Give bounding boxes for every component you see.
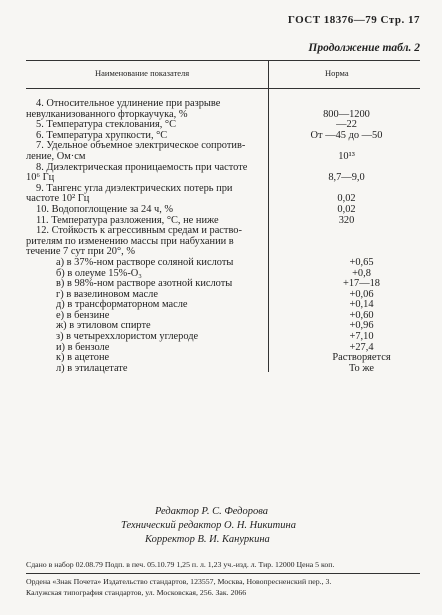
page-header: ГОСТ 18376—79 Стр. 17: [287, 14, 420, 26]
row-indicator-name: в) в 98%-ном растворе азотной кислоты: [56, 278, 233, 290]
row-indicator-name: е) в бензине: [56, 309, 110, 321]
table-row: [26, 258, 422, 269]
row-norm-value: +17—18: [342, 278, 381, 290]
row-norm-value: +7,10: [349, 331, 374, 343]
row-norm-value: [271, 237, 422, 248]
row-norm-value: 800—1200: [323, 108, 370, 120]
column-header-value: Норма: [325, 68, 349, 78]
row-indicator-name: д) в трансформаторном масле: [56, 299, 188, 311]
row-norm-value: 8,7—9,0: [328, 172, 365, 184]
row-norm-value: 320: [338, 214, 355, 226]
imprint-line-1: Сдано в набор 02.08.79 Подп. в печ. 05.10.79 1,25 п. л. 1,23 уч.-изд. л. Тир. 12000 Цена 5 коп.: [26, 560, 335, 569]
row-indicator-name: частоте 10² Гц: [26, 193, 90, 205]
row-norm-value: [271, 226, 422, 237]
row-norm-value: +0,06: [349, 288, 374, 300]
row-indicator-name: ж) в этиловом спирте: [56, 320, 151, 332]
row-norm-value: [271, 99, 422, 110]
row-norm-value: +0,65: [349, 256, 374, 268]
corrector-credit: Корректор В. И. Кануркина: [145, 534, 270, 545]
row-indicator-name: 10. Водопоглощение за 24 ч, %: [36, 203, 174, 215]
row-norm-value: +27,4: [349, 341, 374, 353]
row-indicator-name: л) в этилацетате: [56, 362, 128, 374]
row-indicator-name: 9. Тангенс угла диэлектрических потерь при: [36, 182, 233, 194]
row-norm-value: То же: [348, 362, 374, 374]
row-indicator-name: 12. Стойкость к агрессивным средам и раство-: [36, 225, 242, 237]
row-norm-value: 10¹³: [338, 150, 355, 162]
table-row: [26, 364, 422, 375]
imprint-line-3: Калужская типография стандартов, ул. Московская, 256. Зак. 2066: [26, 588, 247, 597]
table-top-rule: [26, 60, 420, 61]
row-indicator-name: невулканизованного фторкаучука, %: [26, 108, 188, 120]
row-norm-value: +0,60: [349, 309, 374, 321]
row-norm-value: 0,02: [337, 193, 356, 205]
row-indicator-name: и) в бензоле: [56, 341, 110, 353]
row-indicator-name: з) в четыреххлористом углероде: [56, 331, 199, 343]
editor-credit: Редактор Р. С. Федорова: [155, 506, 268, 517]
table-body: [26, 99, 422, 374]
row-indicator-name: к) в ацетоне: [56, 352, 110, 364]
column-header-name: Наименование показателя: [95, 68, 190, 78]
row-indicator-name: 5. Температура стеклования, °С: [36, 119, 176, 131]
table-row: [26, 99, 422, 110]
row-indicator-name: 7. Удельное объемное электрическое сопротив-: [36, 140, 246, 152]
row-indicator-name: а) в 37%-ном растворе соляной кислоты: [56, 256, 234, 268]
row-indicator-name: г) в вазелиновом масле: [56, 288, 158, 300]
table-row: [26, 141, 422, 152]
imprint-line-2: Ордена «Знак Почета» Издательство стандартов, 123557, Москва, Новопресненский пер., 3.: [26, 577, 332, 586]
table-row: [26, 152, 422, 163]
row-norm-value: [271, 247, 422, 258]
row-norm-value: От —45 до —50: [310, 129, 383, 141]
row-norm-value: +0,96: [349, 320, 374, 332]
row-indicator-name: 6. Температура хрупкости, °С: [36, 129, 168, 141]
row-indicator-name: ление, Ом·см: [26, 150, 86, 162]
row-norm-value: —22: [336, 119, 357, 131]
table-continuation-caption: Продолжение табл. 2: [308, 42, 420, 54]
table-row: [26, 205, 422, 216]
credits-block: [0, 505, 442, 547]
tech-editor-credit: Технический редактор О. Н. Никитина: [121, 520, 296, 531]
row-norm-value: Растворяется: [332, 352, 391, 364]
row-indicator-name: 8. Диэлектрическая проницаемость при частоте: [36, 161, 248, 173]
row-indicator-name: 10⁶ Гц: [26, 172, 55, 184]
row-indicator-name: рителям по изменению массы при набухании в: [26, 235, 234, 247]
row-indicator-name: б) в олеуме 15%-О₃: [56, 267, 142, 279]
row-indicator-name: 11. Температура разложения, °С, не ниже: [36, 214, 219, 226]
row-norm-value: +0,14: [349, 299, 374, 311]
row-indicator-name: 4. Относительное удлинение при разрыве: [36, 98, 221, 109]
row-indicator-name: течение 7 сут при 20°, %: [26, 246, 135, 258]
table-header-rule: [26, 88, 420, 89]
row-norm-value: +0,8: [352, 267, 371, 279]
row-norm-value: 0,02: [337, 203, 356, 215]
imprint-rule: [26, 573, 420, 574]
